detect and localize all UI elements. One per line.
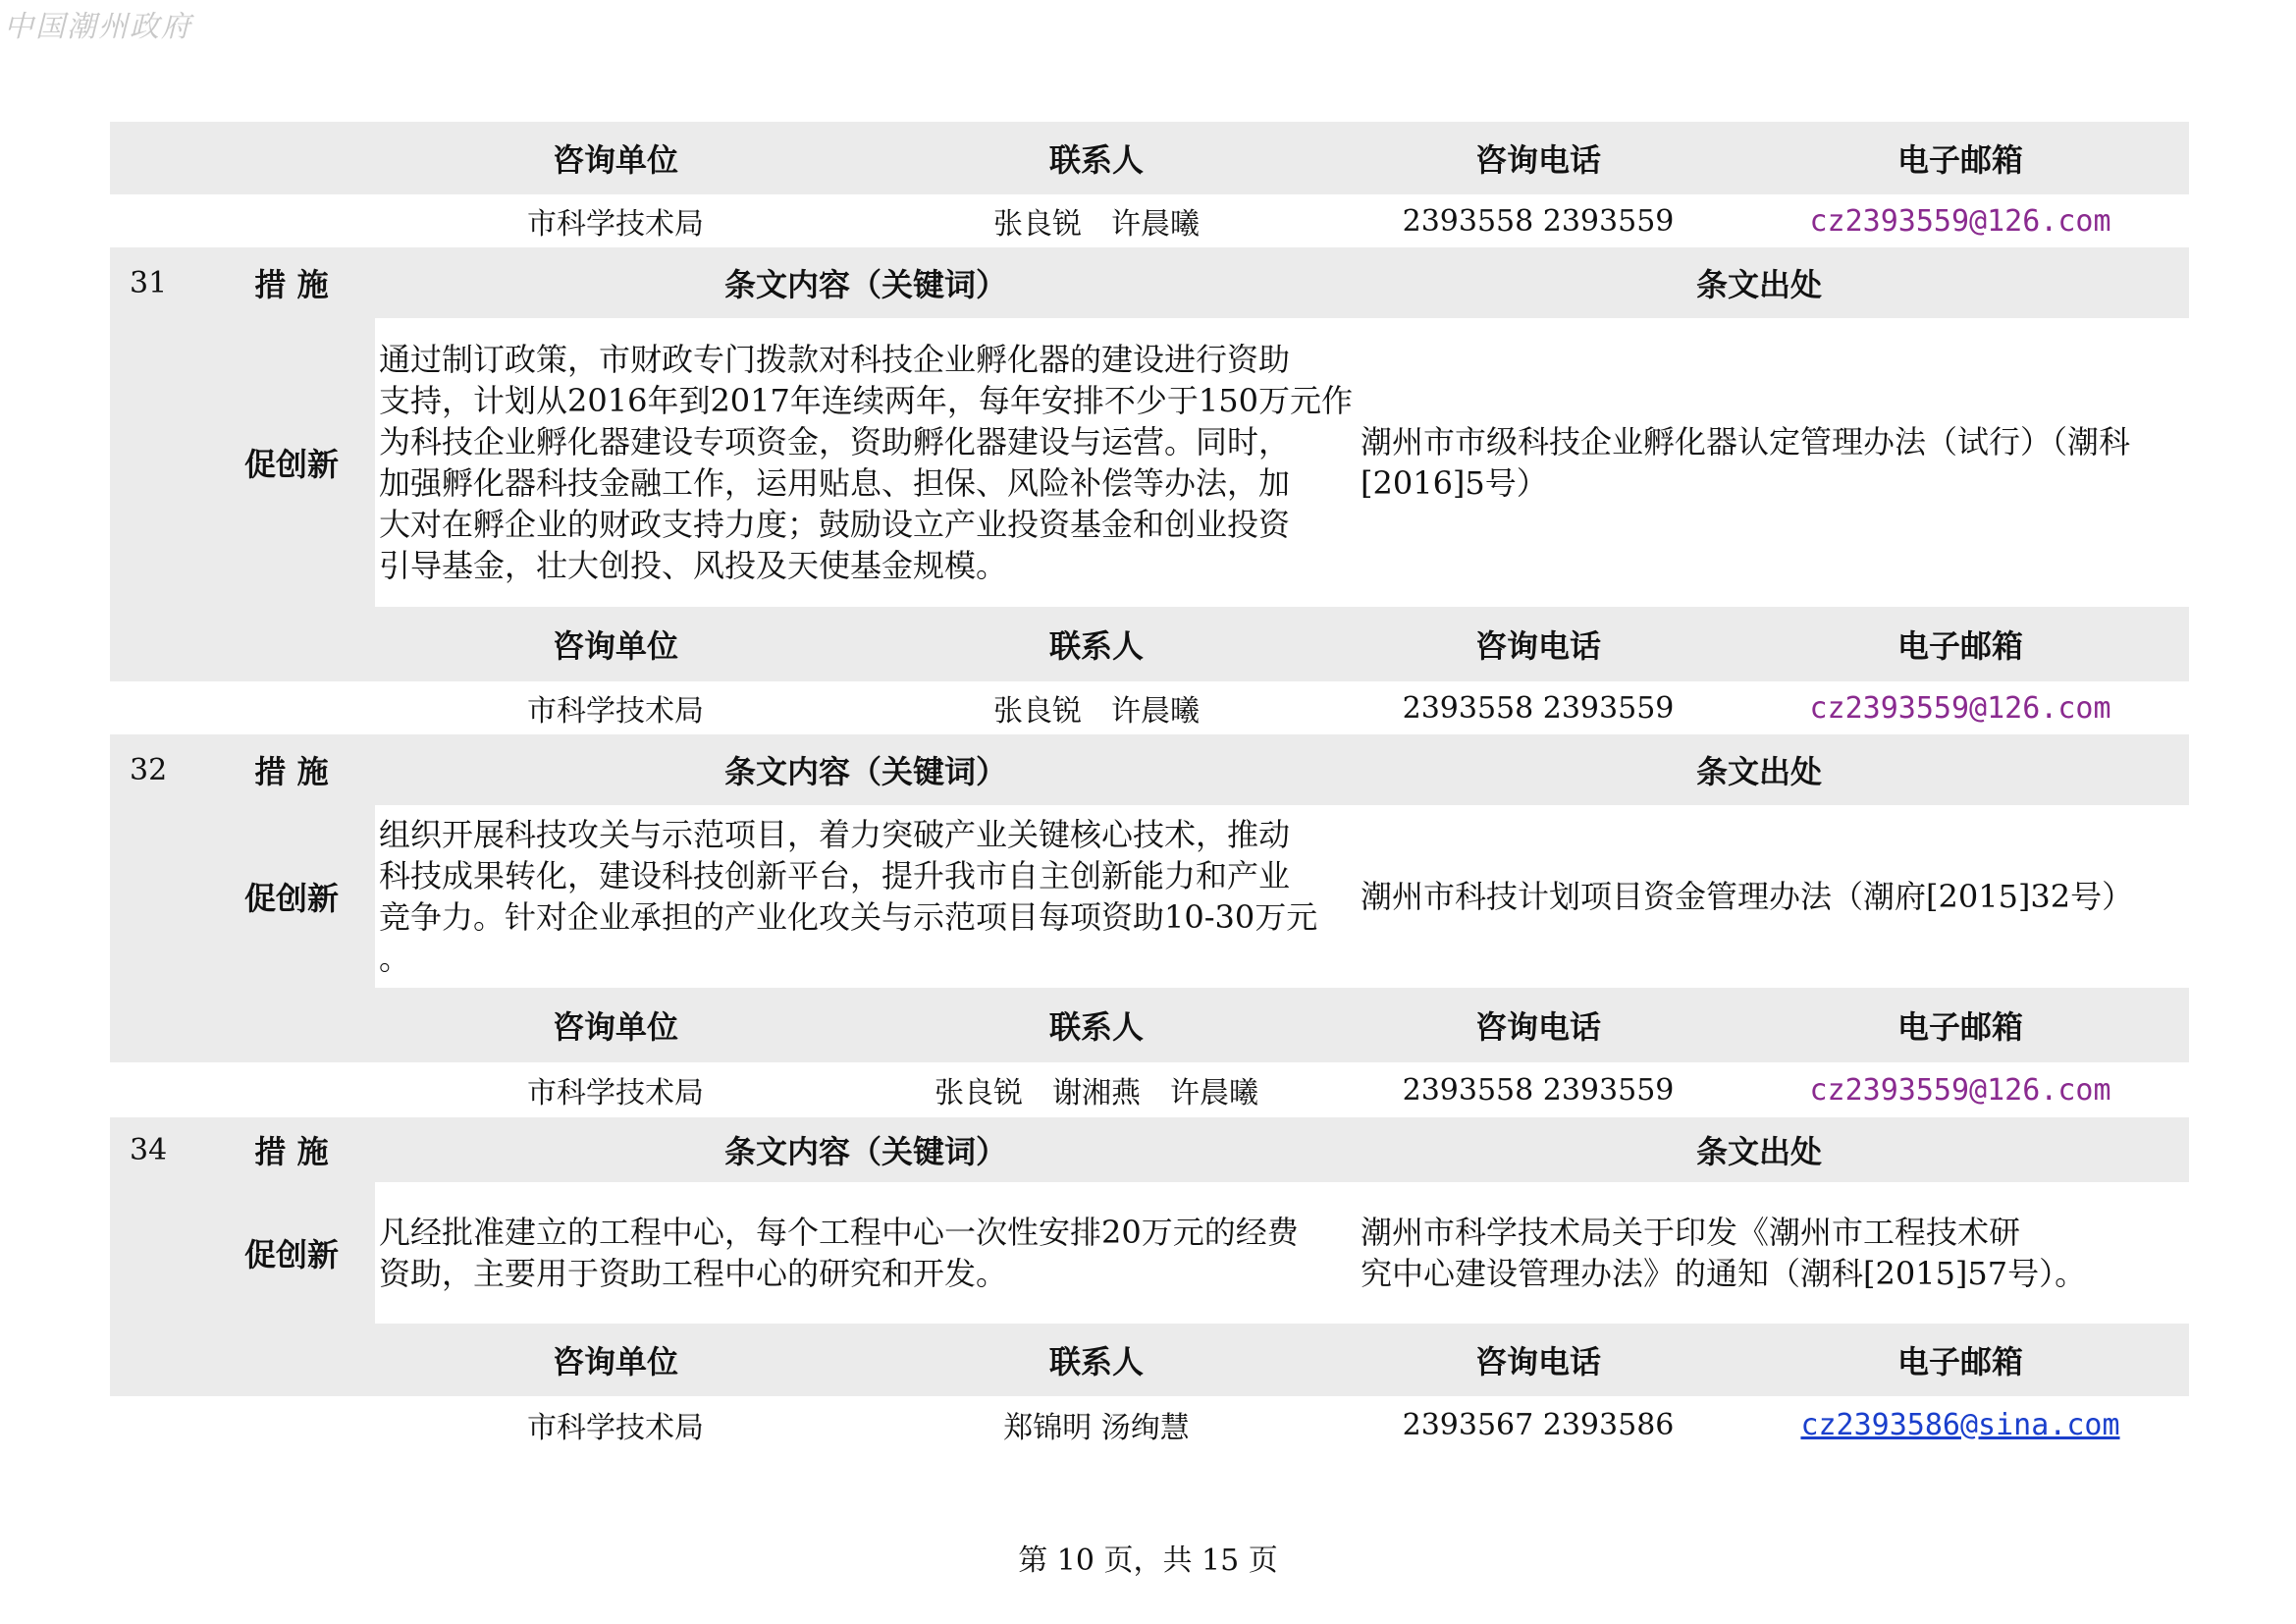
measure-content: 凡经批准建立的工程中心，每个工程中心一次性安排20万元的经费 资助，主要用于资助工程中心的研究和开发。 — [379, 1214, 1299, 1292]
header-phone: 咨询电话 — [1474, 1343, 1601, 1380]
measure-number: 32 — [130, 752, 168, 787]
contact-value-row — [110, 681, 2189, 734]
header-email: 电子邮箱 — [1896, 141, 2023, 179]
contact-email[interactable]: cz2393559@126.com — [1809, 1072, 2111, 1108]
contact-header-row — [110, 607, 2189, 681]
measure-category: 促创新 — [243, 880, 339, 917]
header-contact: 联系人 — [1048, 627, 1144, 665]
measure-header-row — [110, 1117, 2189, 1182]
contact-header-row — [110, 988, 2189, 1062]
header-unit: 咨询单位 — [552, 1343, 678, 1380]
measure-header-row — [110, 247, 2189, 318]
contact-header-row — [110, 1324, 2189, 1396]
header-source: 条文出处 — [1695, 1133, 1822, 1170]
measure-header-row — [110, 734, 2189, 805]
contact-person: 张良锐 谢湘燕 许晨曦 — [934, 1076, 1258, 1110]
header-measure: 措 施 — [254, 1133, 329, 1170]
contact-value-row — [110, 1396, 2189, 1453]
header-phone: 咨询电话 — [1474, 627, 1601, 665]
contact-value-row — [110, 1062, 2189, 1117]
header-measure: 措 施 — [254, 266, 329, 303]
header-contact: 联系人 — [1048, 141, 1144, 179]
contact-phone: 2393567 2393586 — [1402, 1407, 1675, 1442]
header-measure: 措 施 — [254, 753, 329, 790]
measure-content-row — [110, 805, 2189, 988]
measure-category: 促创新 — [243, 446, 339, 483]
measure-content-row — [110, 1182, 2189, 1324]
measure-source: 潮州市科技计划项目资金管理办法（潮府[2015]32号） — [1361, 878, 2134, 915]
measure-source: 潮州市科学技术局关于印发《潮州市工程技术研 究中心建设管理办法》的通知（潮科[2015]57号）。 — [1361, 1214, 2087, 1292]
header-email: 电子邮箱 — [1896, 1343, 2023, 1380]
measure-content-row — [110, 318, 2189, 607]
contact-person: 郑锦明 汤绚慧 — [1003, 1411, 1190, 1445]
header-content: 条文内容（关键词） — [723, 266, 1007, 303]
header-contact: 联系人 — [1048, 1008, 1144, 1046]
contact-email-link[interactable]: cz2393586@sina.com — [1800, 1407, 2120, 1442]
contact-person: 张良锐 许晨曦 — [993, 694, 1200, 729]
contact-person: 张良锐 许晨曦 — [993, 207, 1200, 242]
page-footer: 第 10 页，共 15 页 — [1018, 1543, 1278, 1578]
header-email: 电子邮箱 — [1896, 1008, 2023, 1046]
measure-category: 促创新 — [243, 1236, 339, 1273]
measure-source: 潮州市市级科技企业孵化器认定管理办法（试行）（潮科 [2016]5号） — [1361, 423, 2131, 502]
header-unit: 咨询单位 — [552, 627, 678, 665]
contact-phone: 2393558 2393559 — [1402, 690, 1675, 726]
measure-number: 31 — [130, 265, 168, 300]
policy-table — [110, 122, 2189, 1453]
header-content: 条文内容（关键词） — [723, 753, 1007, 790]
header-email: 电子邮箱 — [1896, 627, 2023, 665]
header-phone: 咨询电话 — [1474, 141, 1601, 179]
contact-phone: 2393558 2393559 — [1402, 203, 1675, 239]
measure-content: 组织开展科技攻关与示范项目，着力突破产业关键核心技术，推动 科技成果转化，建设科技创新平台，提升我市自主创新能力和产业 竞争力。针对企业承担的产业化攻关与示范项目每项资助10-30万元 。 — [379, 816, 1318, 977]
watermark-text: 中国潮州政府 — [4, 10, 192, 44]
measure-number: 34 — [130, 1132, 168, 1167]
contact-header-row — [110, 122, 2189, 194]
contact-email[interactable]: cz2393559@126.com — [1809, 690, 2111, 726]
header-source: 条文出处 — [1695, 753, 1822, 790]
contact-email[interactable]: cz2393559@126.com — [1809, 203, 2111, 239]
header-unit: 咨询单位 — [552, 1008, 678, 1046]
contact-unit: 市科学技术局 — [527, 1076, 704, 1110]
header-content: 条文内容（关键词） — [723, 1133, 1007, 1170]
header-source: 条文出处 — [1695, 266, 1822, 303]
contact-phone: 2393558 2393559 — [1402, 1072, 1675, 1108]
contact-unit: 市科学技术局 — [527, 207, 704, 242]
header-unit: 咨询单位 — [552, 141, 678, 179]
contact-unit: 市科学技术局 — [527, 1411, 704, 1445]
contact-unit: 市科学技术局 — [527, 694, 704, 729]
header-contact: 联系人 — [1048, 1343, 1144, 1380]
contact-value-row — [110, 194, 2189, 247]
measure-content: 通过制订政策，市财政专门拨款对科技企业孵化器的建设进行资助 支持，计划从2016年到2017年连续两年，每年安排不少于150万元作 为科技企业孵化器建设专项资金，资助孵化器建设与运营。同时， 加强孵化器科技金融工作，运用贴息、担保、风险补偿等办法，加 大对在孵企业的财政支持力度；鼓励设立产业投资基金和创业投资 引导基金，壮大创投、风投及天使基金规模。 — [379, 341, 1353, 584]
header-phone: 咨询电话 — [1474, 1008, 1601, 1046]
